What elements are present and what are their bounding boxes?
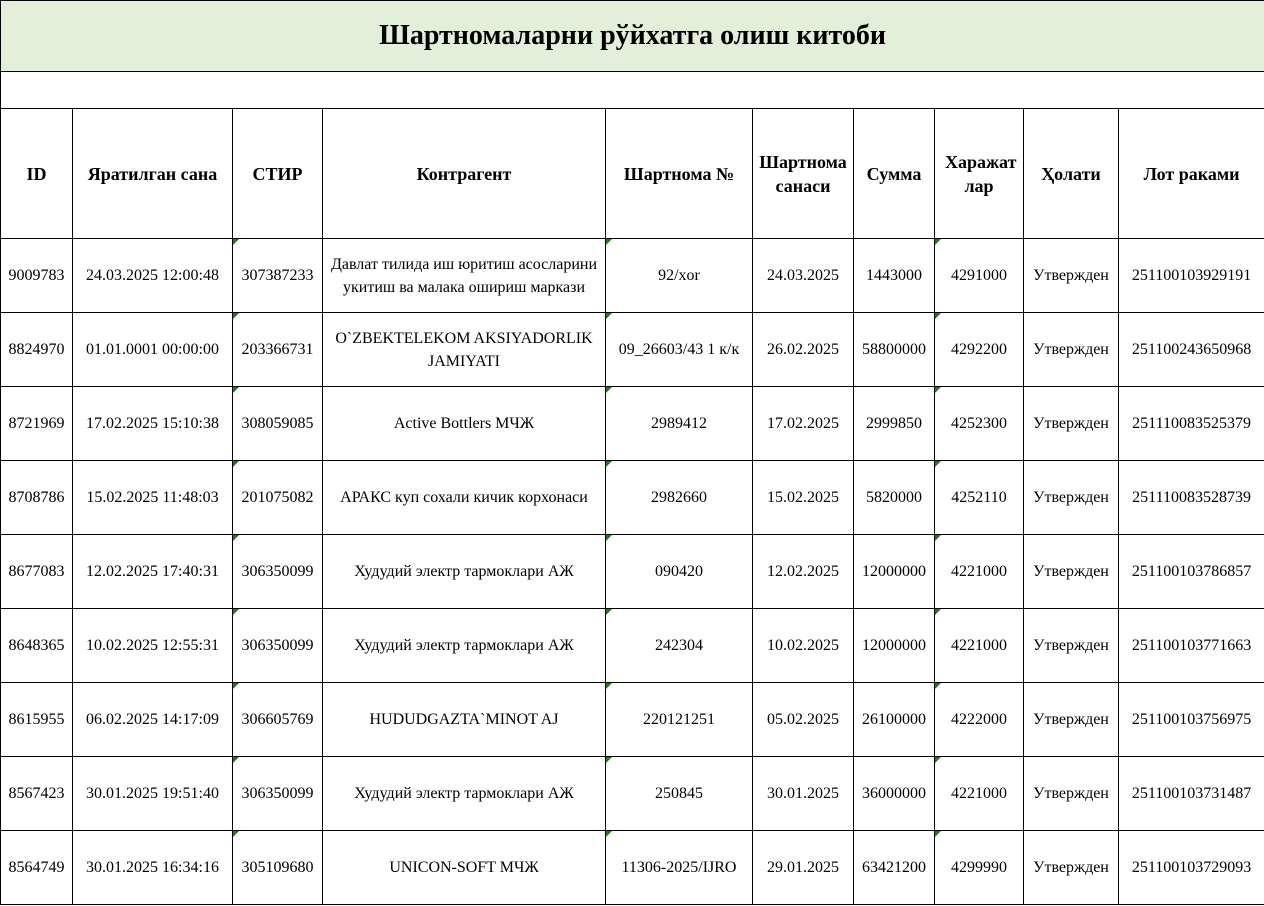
- cell-status: [1024, 461, 1119, 535]
- cell-text: 306350099: [241, 637, 314, 654]
- col-header-contragent: Контрагент: [323, 109, 606, 239]
- cell-expense: [935, 683, 1024, 757]
- cell-text: 30.01.2025 19:51:40: [86, 785, 219, 802]
- cell-stir: [233, 313, 323, 387]
- cell-text: Утвержден: [1033, 637, 1109, 654]
- cell-expense: [935, 313, 1024, 387]
- cell-text: 2999850: [866, 415, 922, 432]
- cell-text: Давлат тилида иш юритиш асосларини укитиш ва малака ошириш маркази: [330, 255, 598, 296]
- cell-created: [73, 461, 233, 535]
- cell-text: Худудий электр тармоклари АЖ: [354, 563, 574, 580]
- cell-text: 306605769: [241, 711, 314, 728]
- cell-id: [1, 239, 73, 313]
- cell-text: 4252110: [951, 489, 1007, 506]
- cell-lot: [1119, 461, 1264, 535]
- cell-stir: [233, 831, 323, 905]
- cell-contract-date: [753, 757, 854, 831]
- cell-text: 24.03.2025 12:00:48: [86, 267, 219, 284]
- cell-text: 12000000: [862, 563, 926, 580]
- cell-expense: [935, 831, 1024, 905]
- cell-contragent: [323, 387, 606, 461]
- cell-status: [1024, 313, 1119, 387]
- col-header-stir: СТИР: [233, 109, 323, 239]
- cell-text: 220121251: [643, 711, 715, 728]
- cell-note-marker: [233, 831, 239, 837]
- cell-note-marker: [233, 313, 239, 319]
- cell-text: 05.02.2025: [767, 711, 839, 728]
- cell-text: 01.01.0001 00:00:00: [86, 341, 219, 358]
- cell-text: 11306-2025/IJRO: [621, 859, 737, 876]
- cell-note-marker: [935, 387, 941, 393]
- cell-text: 12.02.2025: [767, 563, 839, 580]
- table-row: [1, 609, 1264, 683]
- cell-lot: [1119, 239, 1264, 313]
- cell-sum: [854, 461, 935, 535]
- cell-note-marker: [233, 461, 239, 467]
- cell-note-marker: [935, 757, 941, 763]
- cell-note-marker: [935, 535, 941, 541]
- cell-lot: [1119, 313, 1264, 387]
- cell-contract-no: [606, 831, 753, 905]
- cell-text: 2989412: [651, 415, 707, 432]
- cell-text: 26100000: [862, 711, 926, 728]
- cell-text: 251100103756975: [1131, 711, 1252, 728]
- cell-text: 308059085: [241, 415, 314, 432]
- cell-text: 250845: [655, 785, 703, 802]
- table-row: [1, 535, 1264, 609]
- cell-text: 4221000: [951, 637, 1007, 654]
- cell-text: 306350099: [241, 785, 314, 802]
- cell-contract-no: [606, 239, 753, 313]
- cell-text: 12000000: [862, 637, 926, 654]
- cell-expense: [935, 609, 1024, 683]
- cell-text: 305109680: [241, 859, 314, 876]
- cell-note-marker: [606, 313, 612, 319]
- cell-text: 090420: [655, 563, 703, 580]
- cell-text: 8615955: [8, 711, 65, 728]
- cell-status: [1024, 535, 1119, 609]
- cell-text: 251100103731487: [1131, 785, 1252, 802]
- cell-contragent: [323, 239, 606, 313]
- cell-text: Утвержден: [1033, 341, 1109, 358]
- cell-note-marker: [233, 535, 239, 541]
- cell-sum: [854, 609, 935, 683]
- cell-text: 36000000: [862, 785, 926, 802]
- cell-stir: [233, 535, 323, 609]
- cell-contract-date: [753, 609, 854, 683]
- page-title: Шартномаларни рўйхатга олиш китоби: [1, 1, 1264, 72]
- cell-text: 06.02.2025 14:17:09: [86, 711, 219, 728]
- col-header-lot: Лот раками: [1119, 109, 1264, 239]
- cell-expense: [935, 239, 1024, 313]
- cell-contract-date: [753, 831, 854, 905]
- table-row: [1, 831, 1264, 905]
- cell-contragent: [323, 313, 606, 387]
- cell-status: [1024, 239, 1119, 313]
- cell-text: 8564749: [8, 859, 65, 876]
- cell-created: [73, 387, 233, 461]
- cell-text: 9009783: [8, 267, 65, 284]
- header-row: [1, 109, 1264, 239]
- cell-text: 17.02.2025 15:10:38: [86, 415, 219, 432]
- cell-id: [1, 387, 73, 461]
- cell-contragent: [323, 831, 606, 905]
- col-header-contract-no: Шартнома №: [606, 109, 753, 239]
- cell-stir: [233, 387, 323, 461]
- cell-status: [1024, 387, 1119, 461]
- cell-contract-date: [753, 387, 854, 461]
- cell-text: 10.02.2025: [767, 637, 839, 654]
- cell-sum: [854, 535, 935, 609]
- cell-note-marker: [606, 535, 612, 541]
- cell-created: [73, 831, 233, 905]
- cell-contract-date: [753, 461, 854, 535]
- cell-text: Худудий электр тармоклари АЖ: [354, 785, 574, 802]
- cell-text: 8824970: [8, 341, 65, 358]
- table-row: [1, 387, 1264, 461]
- cell-text: 58800000: [862, 341, 926, 358]
- cell-text: HUDUDGAZTA`MINOT AJ: [369, 711, 559, 728]
- cell-id: [1, 757, 73, 831]
- cell-note-marker: [935, 609, 941, 615]
- cell-text: 4299990: [951, 859, 1007, 876]
- cell-text: 30.01.2025 16:34:16: [86, 859, 219, 876]
- cell-lot: [1119, 757, 1264, 831]
- cell-sum: [854, 757, 935, 831]
- cell-note-marker: [935, 313, 941, 319]
- cell-note-marker: [935, 461, 941, 467]
- cell-sum: [854, 831, 935, 905]
- cell-note-marker: [935, 683, 941, 689]
- cell-lot: [1119, 683, 1264, 757]
- cell-note-marker: [606, 757, 612, 763]
- cell-contract-no: [606, 387, 753, 461]
- cell-text: 8648365: [8, 637, 65, 654]
- table-row: [1, 239, 1264, 313]
- cell-text: 8677083: [8, 563, 65, 580]
- col-header-status: Ҳолати: [1024, 109, 1119, 239]
- cell-text: 4221000: [951, 563, 1007, 580]
- cell-id: [1, 313, 73, 387]
- cell-id: [1, 831, 73, 905]
- table-row: [1, 313, 1264, 387]
- cell-text: 09_26603/43 1 к/к: [618, 341, 740, 358]
- cell-text: 8567423: [8, 785, 65, 802]
- cell-text: 8708786: [8, 489, 65, 506]
- cell-text: Active Bottlers МЧЖ: [393, 415, 535, 432]
- cell-note-marker: [606, 239, 612, 245]
- cell-sum: [854, 387, 935, 461]
- cell-text: 251100103771663: [1131, 637, 1252, 654]
- cell-status: [1024, 609, 1119, 683]
- cell-lot: [1119, 831, 1264, 905]
- cell-contragent: [323, 461, 606, 535]
- cell-note-marker: [935, 239, 941, 245]
- cell-stir: [233, 757, 323, 831]
- cell-text: 307387233: [241, 267, 314, 284]
- table-row: [1, 757, 1264, 831]
- cell-text: 1443000: [866, 267, 922, 284]
- title-row: [1, 1, 1264, 72]
- cell-contragent: [323, 683, 606, 757]
- cell-contragent: [323, 609, 606, 683]
- cell-contract-no: [606, 461, 753, 535]
- cell-text: 242304: [655, 637, 703, 654]
- cell-text: 251110083525379: [1132, 415, 1251, 432]
- cell-text: АРАКС куп сохали кичик корхонаси: [340, 489, 588, 506]
- cell-stir: [233, 609, 323, 683]
- col-header-contract-date: Шартнома санаси: [753, 109, 854, 239]
- cell-text: 30.01.2025: [767, 785, 839, 802]
- cell-contragent: [323, 757, 606, 831]
- cell-text: 306350099: [241, 563, 314, 580]
- cell-text: 17.02.2025: [767, 415, 839, 432]
- cell-text: 4222000: [951, 711, 1007, 728]
- cell-id: [1, 535, 73, 609]
- cell-text: 4292200: [951, 341, 1007, 358]
- cell-text: 251100103929191: [1131, 267, 1252, 284]
- cell-text: 26.02.2025: [767, 341, 839, 358]
- cell-created: [73, 757, 233, 831]
- cell-contract-no: [606, 313, 753, 387]
- col-header-id: ID: [1, 109, 73, 239]
- cell-status: [1024, 831, 1119, 905]
- cell-expense: [935, 757, 1024, 831]
- cell-note-marker: [233, 239, 239, 245]
- table-row: [1, 683, 1264, 757]
- col-header-sum: Сумма: [854, 109, 935, 239]
- cell-text: 12.02.2025 17:40:31: [86, 563, 219, 580]
- cell-status: [1024, 757, 1119, 831]
- cell-note-marker: [606, 461, 612, 467]
- cell-text: Утвержден: [1033, 267, 1109, 284]
- cell-text: 63421200: [862, 859, 926, 876]
- cell-note-marker: [233, 387, 239, 393]
- cell-contragent: [323, 535, 606, 609]
- cell-text: 251100243650968: [1131, 341, 1252, 358]
- cell-text: 8721969: [8, 415, 65, 432]
- cell-lot: [1119, 535, 1264, 609]
- cell-contract-no: [606, 683, 753, 757]
- cell-id: [1, 683, 73, 757]
- cell-id: [1, 609, 73, 683]
- blank-cell: [1, 72, 1264, 109]
- cell-text: 15.02.2025 11:48:03: [86, 489, 219, 506]
- cell-stir: [233, 461, 323, 535]
- cell-text: Утвержден: [1033, 859, 1109, 876]
- cell-contract-no: [606, 609, 753, 683]
- cell-contract-no: [606, 535, 753, 609]
- cell-text: 251100103729093: [1131, 859, 1252, 876]
- cell-stir: [233, 683, 323, 757]
- cell-stir: [233, 239, 323, 313]
- cell-text: 92/xor: [658, 267, 700, 284]
- cell-sum: [854, 239, 935, 313]
- cell-created: [73, 683, 233, 757]
- cell-status: [1024, 683, 1119, 757]
- cell-note-marker: [606, 387, 612, 393]
- cell-lot: [1119, 387, 1264, 461]
- cell-contract-date: [753, 683, 854, 757]
- cell-text: 10.02.2025 12:55:31: [86, 637, 219, 654]
- cell-contract-date: [753, 239, 854, 313]
- cell-sum: [854, 313, 935, 387]
- cell-note-marker: [935, 831, 941, 837]
- cell-expense: [935, 387, 1024, 461]
- cell-sum: [854, 683, 935, 757]
- cell-text: Худудий электр тармоклари АЖ: [354, 637, 574, 654]
- cell-contract-no: [606, 757, 753, 831]
- cell-text: O`ZBEKTELEKOM AKSIYADORLIK JAMIYATI: [335, 329, 593, 370]
- cell-text: Утвержден: [1033, 563, 1109, 580]
- cell-note-marker: [233, 609, 239, 615]
- table-row: [1, 461, 1264, 535]
- cell-created: [73, 313, 233, 387]
- cell-text: Утвержден: [1033, 415, 1109, 432]
- blank-row: [1, 72, 1264, 109]
- cell-contract-date: [753, 535, 854, 609]
- cell-text: UNICON-SOFT МЧЖ: [389, 859, 539, 876]
- cell-text: 29.01.2025: [767, 859, 839, 876]
- cell-text: 4252300: [951, 415, 1007, 432]
- cell-expense: [935, 461, 1024, 535]
- cell-text: 4221000: [951, 785, 1007, 802]
- cell-text: 5820000: [866, 489, 922, 506]
- cell-id: [1, 461, 73, 535]
- cell-created: [73, 609, 233, 683]
- cell-note-marker: [606, 683, 612, 689]
- cell-text: Утвержден: [1033, 711, 1109, 728]
- cell-note-marker: [233, 757, 239, 763]
- cell-created: [73, 239, 233, 313]
- cell-text: 203366731: [241, 341, 314, 358]
- cell-text: 251100103786857: [1131, 563, 1252, 580]
- cell-created: [73, 535, 233, 609]
- cell-contract-date: [753, 313, 854, 387]
- cell-text: 2982660: [651, 489, 707, 506]
- cell-lot: [1119, 609, 1264, 683]
- cell-text: Утвержден: [1033, 785, 1109, 802]
- col-header-created: Яратилган сана: [73, 109, 233, 239]
- cell-note-marker: [606, 609, 612, 615]
- col-header-expense: Харажат лар: [935, 109, 1024, 239]
- cell-note-marker: [606, 831, 612, 837]
- cell-text: 201075082: [241, 489, 314, 506]
- cell-note-marker: [233, 683, 239, 689]
- cell-text: Утвержден: [1033, 489, 1109, 506]
- cell-text: 24.03.2025: [767, 267, 839, 284]
- cell-text: 4291000: [951, 267, 1007, 284]
- cell-expense: [935, 535, 1024, 609]
- cell-text: 251110083528739: [1132, 489, 1251, 506]
- cell-text: 15.02.2025: [767, 489, 839, 506]
